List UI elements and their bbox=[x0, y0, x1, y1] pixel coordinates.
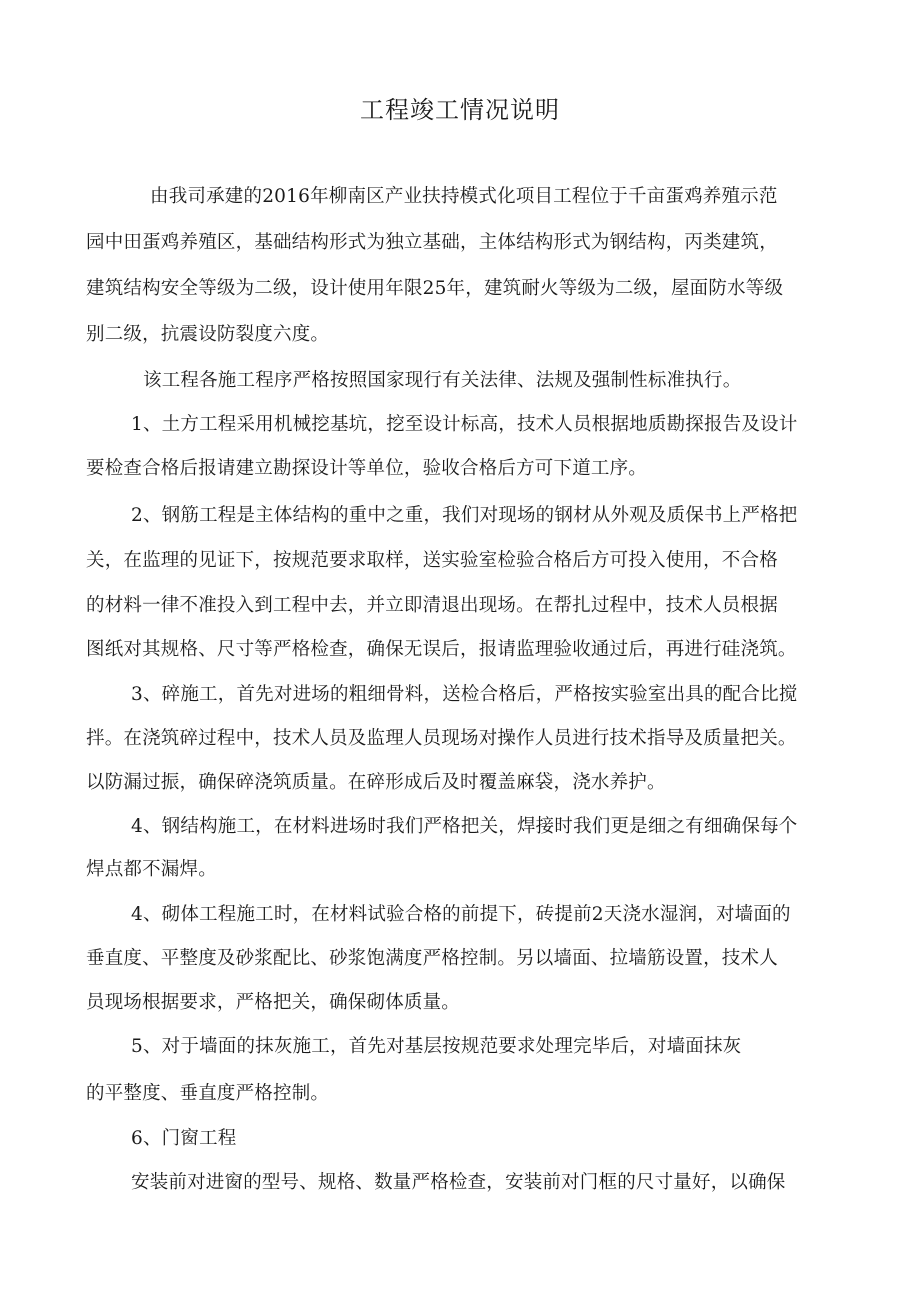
text-line: 建筑结构安全等级为二级，设计使用年限25年，建筑耐火等级为二级，屋面防水等级 bbox=[86, 278, 784, 299]
text-line: 安装前对进窗的型号、规格、数量严格检查，安装前对门框的尺寸量好，以确保 bbox=[131, 1172, 786, 1193]
text-line: 6、门窗工程 bbox=[131, 1128, 237, 1149]
text-line: 关，在监理的见证下，按规范要求取样，送实验室检验合格后方可投入使用，不合格 bbox=[86, 550, 778, 571]
text-line: 以防漏过振，确保碎浇筑质量。在碎形成后及时覆盖麻袋，浇水养护。 bbox=[86, 772, 666, 793]
text-line: 1、土方工程采用机械挖基坑，挖至设计标高，技术人员根据地质勘探报告及设计 bbox=[131, 414, 798, 435]
text-line: 该工程各施工程序严格按照国家现行有关法律、法规及强制性标准执行。 bbox=[143, 370, 742, 391]
text-line: 要检查合格后报请建立勘探设计等单位，验收合格后方可下道工序。 bbox=[86, 458, 648, 479]
text-line: 3、碎施工，首先对进场的粗细骨料，送检合格后，严格按实验室出具的配合比搅 bbox=[131, 684, 798, 705]
text-line: 2、钢筋工程是主体结构的重中之重，我们对现场的钢材从外观及质保书上严格把 bbox=[131, 505, 798, 526]
text-line: 垂直度、平整度及砂浆配比、砂浆饱满度严格控制。另以墙面、拉墙筋设置，技术人 bbox=[86, 948, 778, 969]
text-line: 园中田蛋鸡养殖区，基础结构形式为独立基础，主体结构形式为钢结构，丙类建筑， bbox=[86, 232, 778, 253]
text-line: 的材料一律不准投入到工程中去，并立即清退出现场。在帮扎过程中，技术人员根据 bbox=[86, 595, 778, 616]
text-line: 别二级，抗震设防裂度六度。 bbox=[86, 324, 330, 345]
text-line: 由我司承建的2016年柳南区产业扶持模式化项目工程位于千亩蛋鸡养殖示范 bbox=[150, 186, 778, 207]
text-line: 焊点都不漏焊。 bbox=[86, 859, 217, 880]
document-title: 工程竣工情况说明 bbox=[360, 96, 560, 124]
text-line: 图纸对其规格、尺寸等严格检查，确保无误后，报请监理验收通过后，再进行硅浇筑。 bbox=[86, 639, 797, 660]
text-line: 拌。在浇筑碎过程中，技术人员及监理人员现场对操作人员进行技术指导及质量把关。 bbox=[86, 728, 797, 749]
text-line: 4、砌体工程施工时，在材料试验合格的前提下，砖提前2天浇水湿润，对墙面的 bbox=[131, 904, 791, 925]
text-line: 5、对于墙面的抹灰施工，首先对基层按规范要求处理完毕后，对墙面抹灰 bbox=[131, 1036, 742, 1057]
text-line: 员现场根据要求，严格把关，确保砌体质量。 bbox=[86, 992, 461, 1013]
text-line: 4、钢结构施工，在材料进场时我们严格把关，焊接时我们更是细之有细确保每个 bbox=[131, 816, 798, 837]
text-line: 的平整度、垂直度严格控制。 bbox=[86, 1083, 330, 1104]
